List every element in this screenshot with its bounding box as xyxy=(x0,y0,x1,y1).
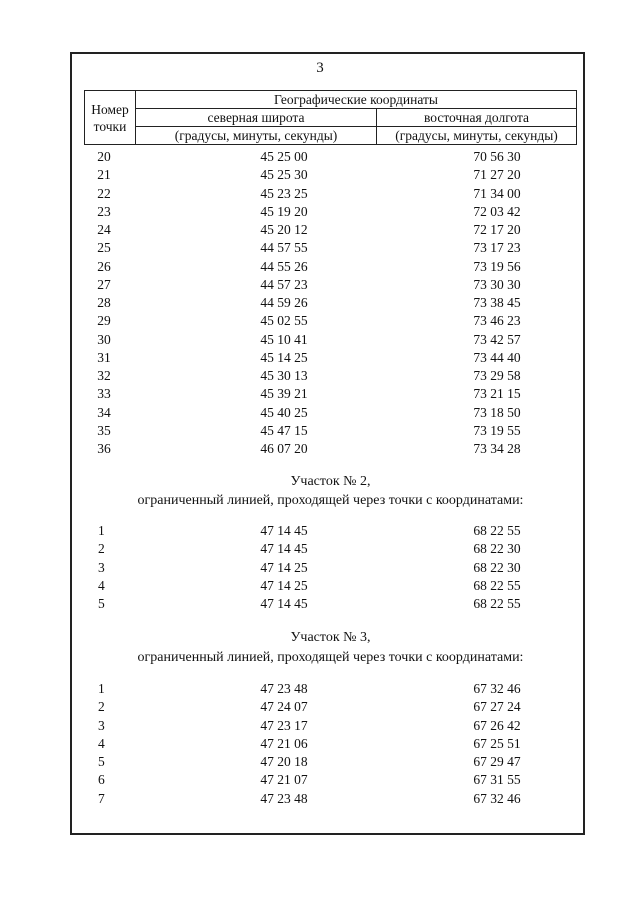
latitude-value: 45 02 55 xyxy=(260,313,308,329)
latitude-value: 47 21 06 xyxy=(260,735,308,751)
table1-rows xyxy=(84,148,577,458)
table-row xyxy=(84,221,577,239)
point-number: 32 xyxy=(97,368,111,383)
point-number: 7 xyxy=(98,790,105,806)
point-number: 1 xyxy=(98,523,105,538)
point-number: 2 xyxy=(98,541,105,557)
table-row xyxy=(84,203,577,221)
latitude-value: 47 23 17 xyxy=(260,717,308,733)
point-number: 35 xyxy=(97,422,111,438)
longitude-value: 73 42 57 xyxy=(473,331,521,347)
table-row xyxy=(84,367,577,385)
point-number: 26 xyxy=(97,258,111,274)
longitude-value: 68 22 30 xyxy=(473,559,521,575)
longitude-value: 73 19 55 xyxy=(473,422,521,438)
longitude-value: 73 29 58 xyxy=(473,368,521,383)
table-row xyxy=(84,404,577,422)
table-row xyxy=(84,790,577,808)
table-row xyxy=(84,771,577,789)
point-number: 4 xyxy=(98,735,105,751)
point-number: 27 xyxy=(97,276,111,292)
table-row xyxy=(84,331,577,349)
latitude-value: 47 14 45 xyxy=(260,523,308,538)
table-row xyxy=(84,595,577,613)
latitude-value: 47 20 18 xyxy=(260,754,308,769)
longitude-value: 67 25 51 xyxy=(473,735,521,751)
point-number: 24 xyxy=(97,222,111,237)
table-row xyxy=(84,680,577,698)
table-row xyxy=(84,717,577,735)
lat-units: (градусы, минуты, секунды) xyxy=(136,127,377,145)
table-row xyxy=(84,276,577,294)
longitude-value: 72 03 42 xyxy=(473,203,521,219)
point-number: 2 xyxy=(98,699,105,715)
table-row xyxy=(84,349,577,367)
longitude-value: 68 22 55 xyxy=(473,577,521,593)
latitude-value: 45 10 41 xyxy=(260,331,308,347)
point-number: 6 xyxy=(98,772,105,788)
longitude-value: 67 29 47 xyxy=(473,754,521,769)
page-number: 3 xyxy=(316,60,324,76)
latitude-value: 47 14 25 xyxy=(260,577,308,593)
coordinates-table-header xyxy=(84,90,577,145)
table-row xyxy=(84,385,577,403)
point-number: 23 xyxy=(97,203,111,219)
point-number: 21 xyxy=(97,167,111,183)
point-number: 33 xyxy=(97,386,111,402)
latitude-value: 45 19 20 xyxy=(260,203,308,219)
section2-title: Участок № 2, xyxy=(290,474,371,489)
table-row xyxy=(84,422,577,440)
point-number: 5 xyxy=(98,596,105,611)
longitude-value: 70 56 30 xyxy=(473,149,521,164)
latitude-value: 44 57 55 xyxy=(260,240,308,256)
table-row xyxy=(84,540,577,558)
point-number-line2: точки xyxy=(93,118,127,134)
table-row xyxy=(84,753,577,771)
point-number: 3 xyxy=(98,559,105,575)
section3-subtitle: ограниченный линией, проходящей через точки с координатами: xyxy=(137,650,524,665)
longitude-value: 73 18 50 xyxy=(473,404,521,420)
point-number: 20 xyxy=(97,149,111,164)
lon-label: восточная долгота xyxy=(377,109,577,127)
section2-rows xyxy=(84,522,577,613)
point-number: 34 xyxy=(97,404,111,420)
point-number: 25 xyxy=(97,240,111,256)
latitude-value: 47 23 48 xyxy=(260,681,308,696)
latitude-value: 45 23 25 xyxy=(260,185,308,201)
longitude-value: 73 19 56 xyxy=(473,258,521,274)
longitude-value: 72 17 20 xyxy=(473,222,521,237)
latitude-value: 47 21 07 xyxy=(260,772,308,788)
longitude-value: 71 27 20 xyxy=(473,167,521,183)
point-number: 5 xyxy=(98,754,105,769)
latitude-value: 45 39 21 xyxy=(260,386,308,402)
table-row xyxy=(84,239,577,257)
latitude-value: 44 55 26 xyxy=(260,258,308,274)
table-row xyxy=(84,166,577,184)
table-row xyxy=(84,185,577,203)
point-number: 30 xyxy=(97,331,111,347)
point-number: 36 xyxy=(97,441,111,456)
table-row xyxy=(84,294,577,312)
table-row xyxy=(84,577,577,595)
geo-coords-header: Географические координаты xyxy=(136,91,577,109)
latitude-value: 44 57 23 xyxy=(260,276,308,292)
longitude-value: 73 38 45 xyxy=(473,295,521,310)
latitude-value: 47 14 45 xyxy=(260,541,308,557)
lon-units: (градусы, минуты, секунды) xyxy=(377,127,577,145)
table-row xyxy=(84,522,577,540)
latitude-value: 47 14 25 xyxy=(260,559,308,575)
latitude-value: 45 25 30 xyxy=(260,167,308,183)
point-number-header xyxy=(85,91,136,145)
table-row xyxy=(84,559,577,577)
longitude-value: 67 32 46 xyxy=(473,790,521,806)
longitude-value: 68 22 55 xyxy=(473,596,521,611)
latitude-value: 46 07 20 xyxy=(260,441,308,456)
section2-subtitle: ограниченный линией, проходящей через точки с координатами: xyxy=(137,493,524,508)
longitude-value: 73 34 28 xyxy=(473,441,521,456)
table-row xyxy=(84,698,577,716)
latitude-value: 45 14 25 xyxy=(260,349,308,365)
longitude-value: 68 22 55 xyxy=(473,523,521,538)
point-number: 29 xyxy=(97,313,111,329)
latitude-value: 47 23 48 xyxy=(260,790,308,806)
longitude-value: 73 21 15 xyxy=(473,386,521,402)
longitude-value: 73 44 40 xyxy=(473,349,521,365)
latitude-value: 44 59 26 xyxy=(260,295,308,310)
latitude-value: 47 24 07 xyxy=(260,699,308,715)
latitude-value: 45 40 25 xyxy=(260,404,308,420)
latitude-value: 45 20 12 xyxy=(260,222,308,237)
latitude-value: 45 47 15 xyxy=(260,422,308,438)
longitude-value: 68 22 30 xyxy=(473,541,521,557)
point-number: 28 xyxy=(97,295,111,310)
point-number: 4 xyxy=(98,577,105,593)
table-row xyxy=(84,735,577,753)
point-number-line1: Номер xyxy=(91,101,129,117)
longitude-value: 67 32 46 xyxy=(473,681,521,696)
point-number: 22 xyxy=(97,185,111,201)
section3-title: Участок № 3, xyxy=(290,630,371,645)
table-row xyxy=(84,312,577,330)
longitude-value: 73 30 30 xyxy=(473,276,521,292)
section3-rows xyxy=(84,680,577,808)
longitude-value: 73 46 23 xyxy=(473,313,521,329)
longitude-value: 67 26 42 xyxy=(473,717,521,733)
latitude-value: 45 25 00 xyxy=(260,149,308,164)
latitude-value: 45 30 13 xyxy=(260,368,308,383)
table-row xyxy=(84,148,577,166)
longitude-value: 73 17 23 xyxy=(473,240,521,256)
point-number: 1 xyxy=(98,681,105,696)
latitude-value: 47 14 45 xyxy=(260,596,308,611)
point-number: 31 xyxy=(97,349,111,365)
table-row xyxy=(84,258,577,276)
longitude-value: 67 27 24 xyxy=(473,699,521,715)
point-number: 3 xyxy=(98,717,105,733)
lat-label: северная широта xyxy=(136,109,377,127)
longitude-value: 67 31 55 xyxy=(473,772,521,788)
table-row xyxy=(84,440,577,458)
longitude-value: 71 34 00 xyxy=(473,185,521,201)
